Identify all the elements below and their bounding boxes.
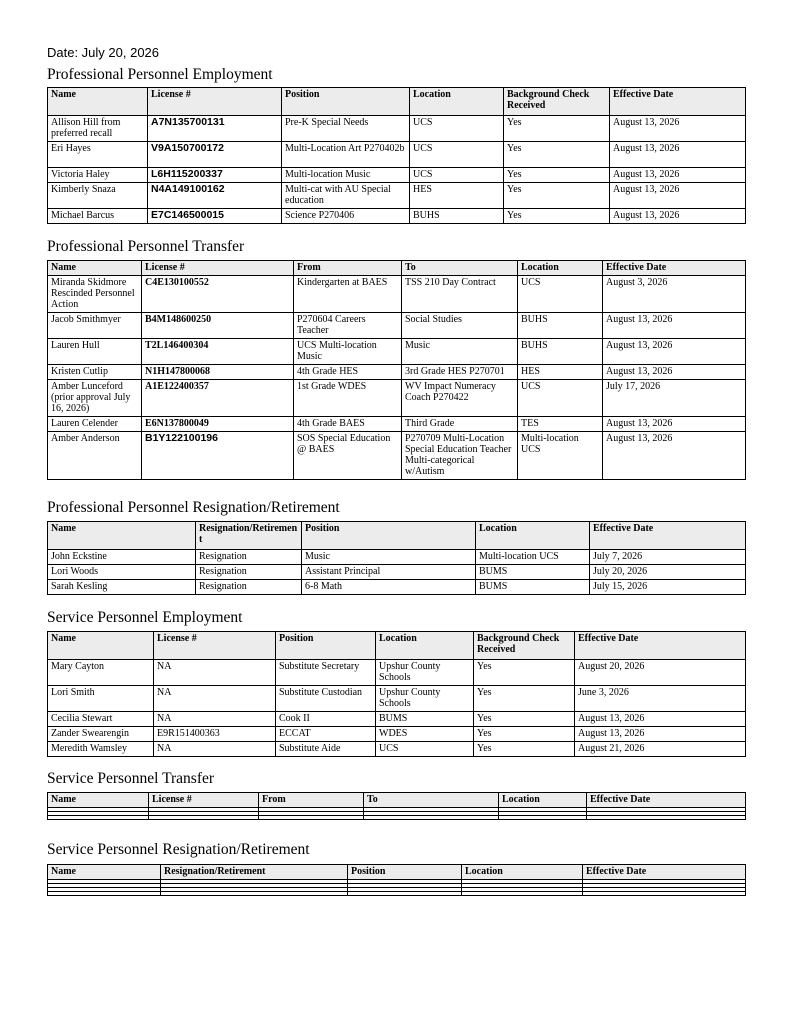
cell-license: L6H115200337 <box>148 168 282 183</box>
cell-from: UCS Multi-location Music <box>294 339 402 365</box>
table-row <box>48 742 746 757</box>
column-header: To <box>402 261 518 276</box>
cell-name: Michael Barcus <box>48 209 148 224</box>
cell-license: N1H147800068 <box>142 365 294 380</box>
cell-background-check: Yes <box>474 712 575 727</box>
cell-license: E7C146500015 <box>148 209 282 224</box>
cell-position: Cook II <box>276 712 376 727</box>
table-header-row <box>48 261 746 276</box>
column-header: Effective Date <box>610 88 746 116</box>
cell-license: NA <box>154 686 276 712</box>
column-header: License # <box>149 793 259 808</box>
cell-effective-date: August 13, 2026 <box>610 209 746 224</box>
column-header: Effective Date <box>590 522 746 550</box>
cell-effective-date: August 13, 2026 <box>610 168 746 183</box>
cell-effective-date: July 20, 2026 <box>590 565 746 580</box>
table-row <box>48 339 746 365</box>
section-title-professional-transfer: Professional Personnel Transfer <box>47 238 245 255</box>
column-header: Position <box>302 522 476 550</box>
cell-background-check: Yes <box>504 116 610 142</box>
cell-name: Lori Smith <box>48 686 154 712</box>
cell-license: NA <box>154 742 276 757</box>
column-header: Name <box>48 865 161 880</box>
cell-effective-date: August 13, 2026 <box>575 727 746 742</box>
cell-location: Multi-location UCS <box>518 432 603 480</box>
column-header: Effective Date <box>587 793 746 808</box>
cell-to: Third Grade <box>402 417 518 432</box>
table-row <box>48 365 746 380</box>
cell-to: Social Studies <box>402 313 518 339</box>
cell-location: BUMS <box>476 580 590 595</box>
cell-name: Eri Hayes <box>48 142 148 168</box>
column-header: Background Check Received <box>474 632 575 660</box>
table-service-transfer <box>47 792 746 820</box>
table-row <box>48 116 746 142</box>
column-header: Location <box>499 793 587 808</box>
table-header-row <box>48 522 746 550</box>
cell-effective-date: August 13, 2026 <box>603 432 746 480</box>
column-header: Effective Date <box>583 865 746 880</box>
cell-position: Assistant Principal <box>302 565 476 580</box>
cell-name: John Eckstine <box>48 550 196 565</box>
cell-background-check: Yes <box>504 142 610 168</box>
table-header-row <box>48 632 746 660</box>
cell-license: NA <box>154 712 276 727</box>
cell-background-check: Yes <box>504 209 610 224</box>
column-header: Location <box>462 865 583 880</box>
cell-location: UCS <box>410 116 504 142</box>
cell-license: E9R151400363 <box>154 727 276 742</box>
cell-name: Lauren Hull <box>48 339 142 365</box>
cell-to: WV Impact Numeracy Coach P270422 <box>402 380 518 417</box>
empty-row <box>48 892 746 896</box>
cell-position: Multi-cat with AU Special education <box>282 183 410 209</box>
document-date: Date: July 20, 2026 <box>47 45 160 60</box>
column-header: To <box>364 793 499 808</box>
cell-resignation-type: Resignation <box>196 580 302 595</box>
cell-location: BUHS <box>518 313 603 339</box>
cell-name: Cecilia Stewart <box>48 712 154 727</box>
cell-effective-date: August 13, 2026 <box>603 313 746 339</box>
cell-location: Upshur County Schools <box>376 686 474 712</box>
cell-name: Mary Cayton <box>48 660 154 686</box>
cell-from: P270604 Careers Teacher <box>294 313 402 339</box>
table-header-row <box>48 865 746 880</box>
cell-name: Amber Lunceford (prior approval July 16, 2026) <box>48 380 142 417</box>
cell-license: N4A149100162 <box>148 183 282 209</box>
cell-location: TES <box>518 417 603 432</box>
table-row <box>48 183 746 209</box>
cell-effective-date: August 3, 2026 <box>603 276 746 313</box>
cell-location: Multi-location UCS <box>476 550 590 565</box>
cell-position: Substitute Aide <box>276 742 376 757</box>
column-header: Position <box>282 88 410 116</box>
table-row <box>48 209 746 224</box>
cell-background-check: Yes <box>474 727 575 742</box>
cell-from: 4th Grade HES <box>294 365 402 380</box>
cell-license: A1E122400357 <box>142 380 294 417</box>
cell-effective-date: August 20, 2026 <box>575 660 746 686</box>
table-row <box>48 276 746 313</box>
cell-name: Zander Swearengin <box>48 727 154 742</box>
cell-name: Meredith Wamsley <box>48 742 154 757</box>
table-header-row <box>48 793 746 808</box>
cell-effective-date: August 13, 2026 <box>603 339 746 365</box>
cell-license: B1Y122100196 <box>142 432 294 480</box>
cell-name: Sarah Kesling <box>48 580 196 595</box>
table-row <box>48 550 746 565</box>
section-title-service-employment: Service Personnel Employment <box>47 609 243 626</box>
cell-background-check: Yes <box>504 168 610 183</box>
cell-location: UCS <box>410 168 504 183</box>
cell-to: TSS 210 Day Contract <box>402 276 518 313</box>
cell-from: 4th Grade BAES <box>294 417 402 432</box>
table-row <box>48 686 746 712</box>
column-header: Location <box>518 261 603 276</box>
cell-position: Multi-location Music <box>282 168 410 183</box>
cell-location: BUMS <box>376 712 474 727</box>
column-header: Location <box>410 88 504 116</box>
cell-location: BUMS <box>476 565 590 580</box>
cell-location: UCS <box>376 742 474 757</box>
column-header: License # <box>148 88 282 116</box>
cell-location: WDES <box>376 727 474 742</box>
cell-name: Kristen Cutlip <box>48 365 142 380</box>
column-header: Effective Date <box>603 261 746 276</box>
cell-license: V9A150700172 <box>148 142 282 168</box>
cell-position: Music <box>302 550 476 565</box>
table-header-row <box>48 88 746 116</box>
table-row <box>48 565 746 580</box>
column-header: License # <box>154 632 276 660</box>
empty-row <box>48 816 746 820</box>
cell-effective-date: August 13, 2026 <box>610 183 746 209</box>
cell-position: Substitute Custodian <box>276 686 376 712</box>
column-header: Name <box>48 522 196 550</box>
cell-location: UCS <box>410 142 504 168</box>
table-row <box>48 417 746 432</box>
cell-position: Substitute Secretary <box>276 660 376 686</box>
cell-to: P270709 Multi-Location Special Education Teacher Multi-categorical w/Autism <box>402 432 518 480</box>
section-title-professional-resignation: Professional Personnel Resignation/Retirement <box>47 499 340 516</box>
cell-license: NA <box>154 660 276 686</box>
column-header: Name <box>48 793 149 808</box>
column-header: Background Check Received <box>504 88 610 116</box>
cell-license: C4E130100552 <box>142 276 294 313</box>
cell-effective-date: August 13, 2026 <box>575 712 746 727</box>
cell-to: Music <box>402 339 518 365</box>
table-row <box>48 727 746 742</box>
cell-effective-date: August 13, 2026 <box>603 417 746 432</box>
cell-name: Lori Woods <box>48 565 196 580</box>
column-header: From <box>259 793 364 808</box>
cell-from: SOS Special Education @ BAES <box>294 432 402 480</box>
table-row <box>48 712 746 727</box>
cell-resignation-type: Resignation <box>196 550 302 565</box>
table-row <box>48 380 746 417</box>
cell-name: Miranda Skidmore Rescinded Personnel Action <box>48 276 142 313</box>
column-header: Position <box>348 865 462 880</box>
table-service-resignation <box>47 864 746 896</box>
column-header: Name <box>48 632 154 660</box>
column-header: Location <box>476 522 590 550</box>
cell-resignation-type: Resignation <box>196 565 302 580</box>
cell-effective-date: June 3, 2026 <box>575 686 746 712</box>
cell-name: Jacob Smithmyer <box>48 313 142 339</box>
cell-location: BUHS <box>410 209 504 224</box>
cell-effective-date: July 15, 2026 <box>590 580 746 595</box>
cell-name: Allison Hill from preferred recall <box>48 116 148 142</box>
cell-background-check: Yes <box>474 660 575 686</box>
cell-license: A7N135700131 <box>148 116 282 142</box>
cell-position: Science P270406 <box>282 209 410 224</box>
column-header: Effective Date <box>575 632 746 660</box>
cell-name: Amber Anderson <box>48 432 142 480</box>
table-row <box>48 432 746 480</box>
column-header: Position <box>276 632 376 660</box>
cell-location: Upshur County Schools <box>376 660 474 686</box>
cell-effective-date: August 13, 2026 <box>610 142 746 168</box>
column-header: Resignation/Retirement <box>196 522 302 550</box>
table-row <box>48 660 746 686</box>
column-header: Name <box>48 261 142 276</box>
cell-license: E6N137800049 <box>142 417 294 432</box>
cell-background-check: Yes <box>474 686 575 712</box>
cell-name: Kimberly Snaza <box>48 183 148 209</box>
column-header: License # <box>142 261 294 276</box>
table-service-employment <box>47 631 746 757</box>
cell-to: 3rd Grade HES P270701 <box>402 365 518 380</box>
cell-background-check: Yes <box>504 183 610 209</box>
column-header: Resignation/Retirement <box>161 865 348 880</box>
cell-location: UCS <box>518 380 603 417</box>
table-row <box>48 580 746 595</box>
cell-effective-date: August 21, 2026 <box>575 742 746 757</box>
cell-position: ECCAT <box>276 727 376 742</box>
cell-position: Pre-K Special Needs <box>282 116 410 142</box>
section-title-professional-employment: Professional Personnel Employment <box>47 66 273 83</box>
column-header: From <box>294 261 402 276</box>
table-row <box>48 142 746 168</box>
cell-license: B4M148600250 <box>142 313 294 339</box>
table-row <box>48 313 746 339</box>
cell-effective-date: July 17, 2026 <box>603 380 746 417</box>
cell-license: T2L146400304 <box>142 339 294 365</box>
cell-position: Multi-Location Art P270402b <box>282 142 410 168</box>
cell-effective-date: July 7, 2026 <box>590 550 746 565</box>
cell-position: 6-8 Math <box>302 580 476 595</box>
cell-location: HES <box>410 183 504 209</box>
cell-effective-date: August 13, 2026 <box>610 116 746 142</box>
cell-from: Kindergarten at BAES <box>294 276 402 313</box>
section-title-service-transfer: Service Personnel Transfer <box>47 770 215 787</box>
cell-location: HES <box>518 365 603 380</box>
table-professional-transfer <box>47 260 746 480</box>
section-title-service-resignation: Service Personnel Resignation/Retirement <box>47 841 310 858</box>
cell-name: Lauren Celender <box>48 417 142 432</box>
cell-name: Victoria Haley <box>48 168 148 183</box>
column-header: Name <box>48 88 148 116</box>
table-professional-resignation <box>47 521 746 595</box>
table-professional-employment <box>47 87 746 224</box>
cell-location: UCS <box>518 276 603 313</box>
column-header: Location <box>376 632 474 660</box>
cell-effective-date: August 13, 2026 <box>603 365 746 380</box>
cell-location: BUHS <box>518 339 603 365</box>
cell-background-check: Yes <box>474 742 575 757</box>
table-row <box>48 168 746 183</box>
cell-from: 1st Grade WDES <box>294 380 402 417</box>
